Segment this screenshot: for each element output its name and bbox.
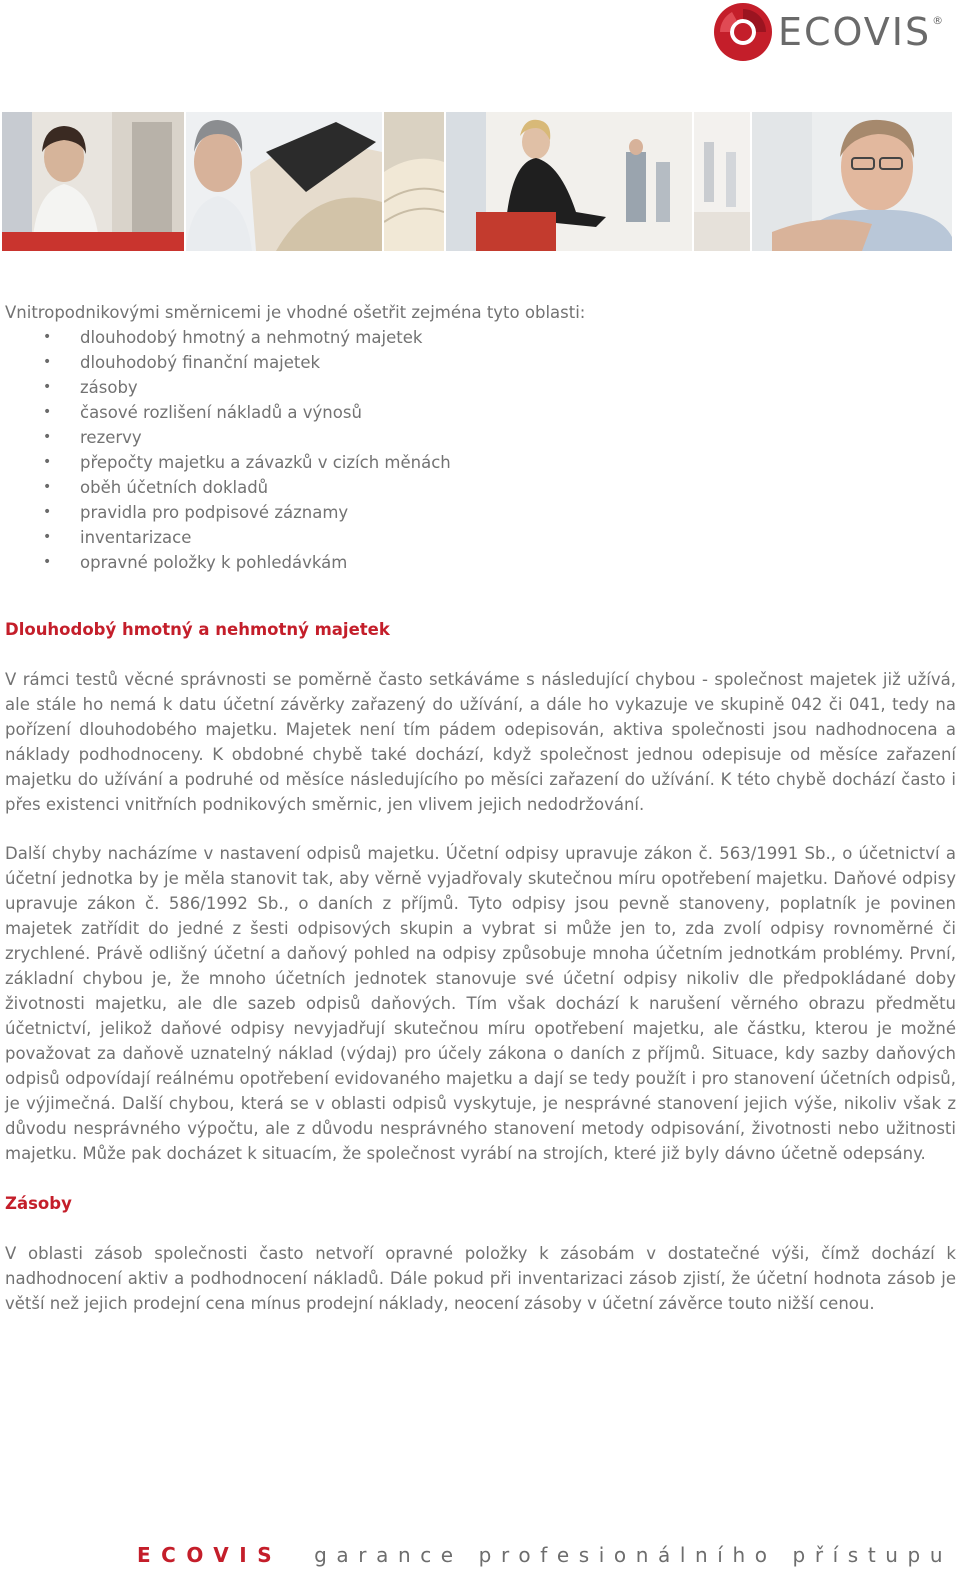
registered-mark: ®	[932, 13, 944, 27]
areas-list	[5, 325, 956, 575]
list-item: • zásoby	[5, 375, 956, 400]
document-body	[5, 300, 956, 1316]
section-heading-inventory: Zásoby	[5, 1194, 72, 1213]
ecovis-logo	[712, 0, 952, 64]
intro-text: Vnitropodnikovými směrnicemi je vhodné ošetřit zejména tyto oblasti:	[5, 303, 586, 322]
woman-in-white-photo	[2, 112, 184, 251]
smiling-man-photo	[752, 112, 952, 251]
list-item: • inventarizace	[5, 525, 956, 550]
list-item: • opravné položky k pohledávkám	[5, 550, 956, 575]
office-people-photo	[694, 112, 750, 251]
photo-banner	[2, 112, 952, 251]
list-item: • časové rozlišení nákladů a výnosů	[5, 400, 956, 425]
paragraph-inventory: V oblasti zásob společnosti často netvoří opravné položky k zásobám v dostatečné výši, čímž dochází k nadhodnocení aktiv a podhodnocení nákladů. Dále pokud při inventarizaci zásob zjistí, že účetní hodnota zásob je větší než jejich prodejní cena mínus prodejní náklady, neocení zásoby v účetní závěrce touto nižší cenou.	[5, 1244, 956, 1313]
businesswoman-photo	[446, 112, 692, 251]
paragraph-fixed-assets-2: Další chyby nacházíme v nastavení odpisů majetku. Účetní odpisy upravuje zákon č. 563/1991 Sb., o účetnictví a účetní jednotka by je měla stanovit tak, aby věrně vyjadřovaly skutečnou míru opotřebení majetku. Daňové odpisy upravuje zákon č. 586/1992 Sb., o daních z příjmů. Tyto odpisy jsou pevně stanoveny, poplatník je povinen majetek zatřídit do jedné z šesti odpisových skupin a vybrat si může jen to, zda zvolí odpisy rovnoměrné či zrychlené. Právě odlišný účetní a daňový pohled na odpisy způsobuje mnoha účetním jednotkám problémy. První, základní chybou je, že mnoho účetních jednotek stanovuje své účetní odpisy nikoliv dle předpokládané doby životnosti majetku, ale dle sazeb odpisů daňových. Tím však dochází k narušení věrného obrazu předmětu účetnictví, jelikož daňové odpisy nevyjadřují skutečnou míru opotřebení majetku, ale částku, kterou je možné považovat za daňově uznatelný náklad (výdaj) pro účely zákona o daních z příjmů. Situace, kdy sazby daňových odpisů odpovídají reálnému opotřebení evidovaného majetku a dají se tedy použít i pro stanovení účetních odpisů, je výjimečná. Další chybou, která se v oblasti odpisů vyskytuje, je nesprávné stanovení jejich výše, nikoliv však z důvodu nesprávného výpočtu, ale z důvodu nesprávného stanovení metody odpisování, životnosti nebo užitnosti majetku. Může pak docházet k situacím, že společnost vyrábí na strojích, které již byly dávno účetně odepsány.	[5, 844, 956, 1163]
ecovis-logo-mark-icon	[712, 1, 774, 63]
list-item: • dlouhodobý hmotný a nehmotný majetek	[5, 325, 956, 350]
list-item: • pravidla pro podpisové záznamy	[5, 500, 956, 525]
footer-brand: ECOVIS	[137, 1543, 283, 1567]
documents-photo	[384, 112, 444, 251]
logo-wordmark: ECOVIS	[778, 10, 932, 54]
paragraph-fixed-assets-1: V rámci testů věcné správnosti se poměrně často setkáváme s následující chybou - společnost majetek již užívá, ale stále ho nemá k datu účetní závěrky zařazený do užívání, a dále ho vykazuje ve skupině 042 či 041, tedy na pořízení dlouhodobého majetku. Majetek není tím pádem odepisován, aktiva společnosti jsou nadhodnocena a náklady podhodnoceny. K obdobné chybě také dochází, když společnost jednou odepisuje od měsíce zařazení majetku do užívání a podruhé od měsíce následujícího po měsíci zařazení do užívání. K této chybě dochází často i přes existenci vnitřních podnikových směrnic, jen vlivem jejich nedodržování.	[5, 670, 956, 814]
list-item: • přepočty majetku a závazků v cizích měnách	[5, 450, 956, 475]
footer-tagline	[137, 1543, 952, 1567]
section-heading-fixed-assets: Dlouhodobý hmotný a nehmotný majetek	[5, 620, 390, 639]
list-item: • dlouhodobý finanční majetek	[5, 350, 956, 375]
list-item: • rezervy	[5, 425, 956, 450]
list-item: • oběh účetních dokladů	[5, 475, 956, 500]
footer-slogan: garance profesionálního přístupu	[314, 1543, 953, 1567]
man-portrait-photo	[186, 112, 382, 251]
